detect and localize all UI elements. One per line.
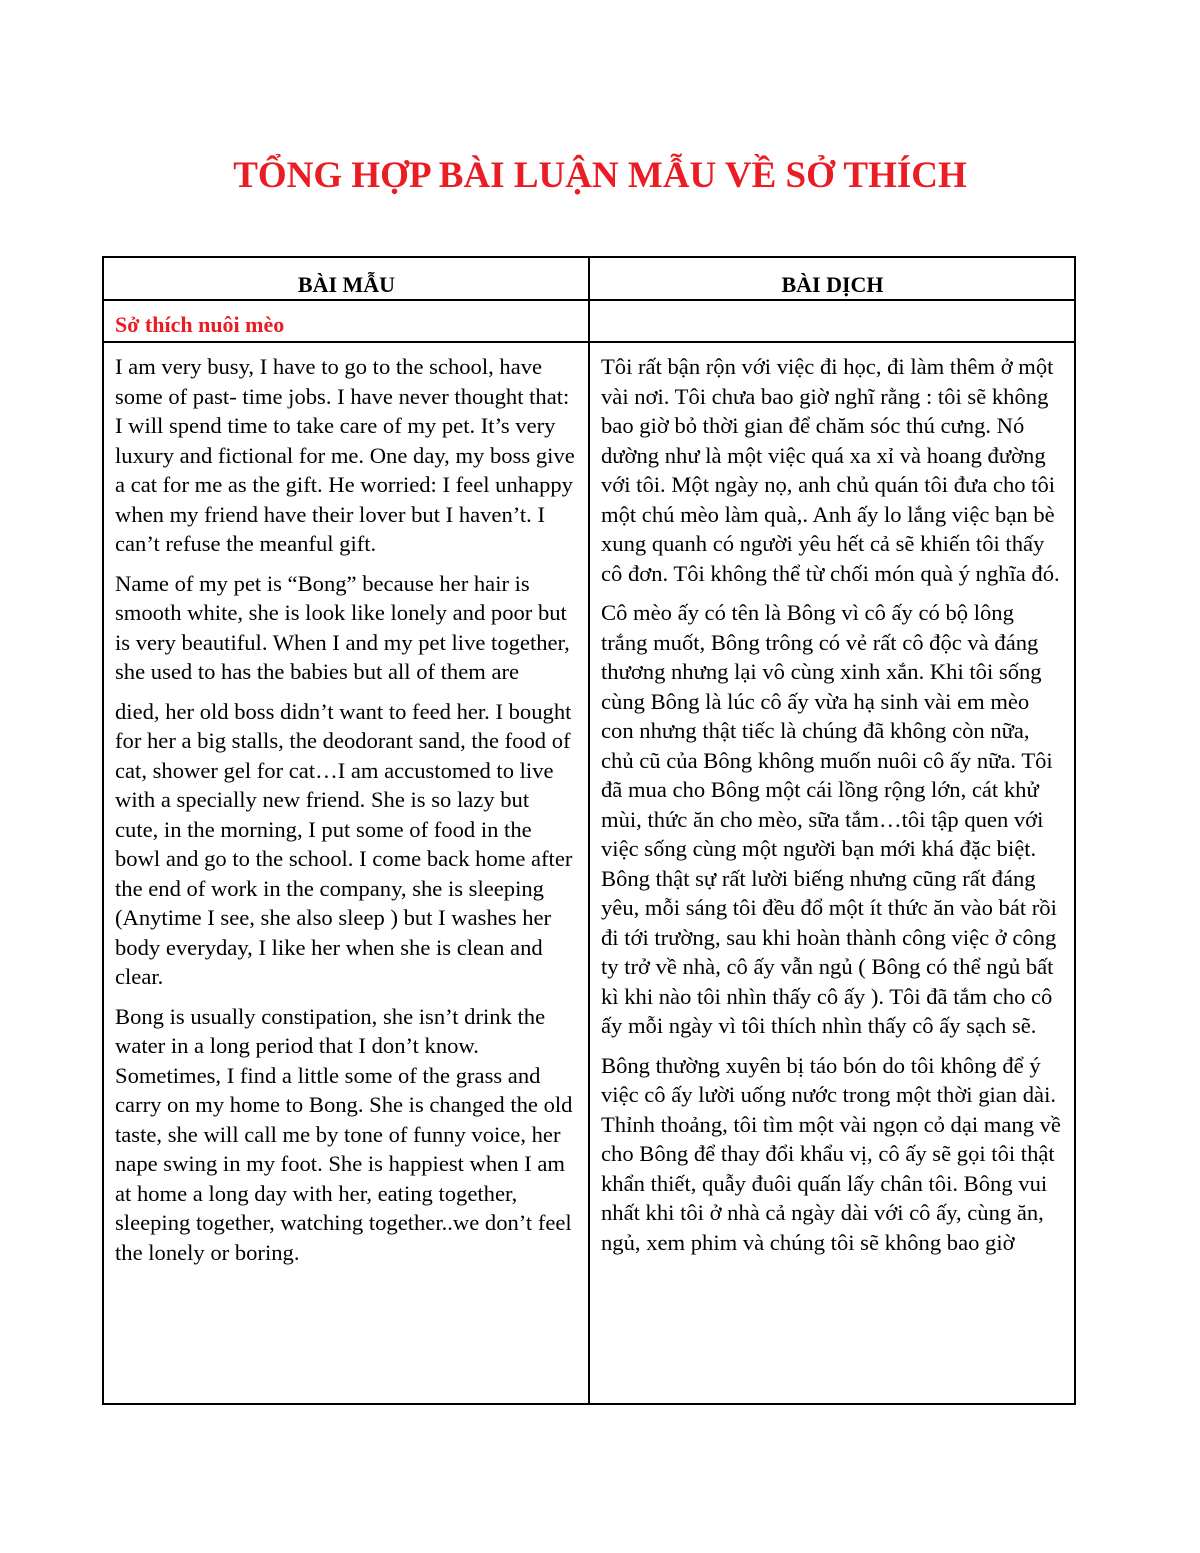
english-essay-cell <box>103 342 589 1404</box>
section-title-cell <box>103 300 589 342</box>
vietnamese-paragraph-3: Bông thường xuyên bị táo bón do tôi không để ý việc cô ấy lười uống nước trong một thời gian dài. Thỉnh thoảng, tôi tìm một vài ngọn cỏ dại mang về cho Bông để thay đổi khẩu vị, cô ấy sẽ gọi tôi thật khẩn thiết, quẫy đuôi quấn lấy chân tôi. Bông vui nhất khi tôi ở nhà cả ngày dài với cô ấy, cùng ăn, ngủ, xem phim và chúng tôi sẽ không bao giờ <box>601 1052 1061 1255</box>
header-sample: BÀI MẪU <box>103 257 589 300</box>
vietnamese-essay-cell <box>589 342 1075 1404</box>
english-paragraph-1: I am very busy, I have to go to the school, have some of past- time jobs. I have never thought that: I will spend time to take care of my pet. It’s very luxury and fictional for me. One day, my boss give a cat for me as the gift. He worried: I feel unhappy when my friend have their lover but I haven’t. I can’t refuse the meanful gift. <box>115 354 575 556</box>
section-title-row <box>103 300 1075 342</box>
essay-body-row <box>103 342 1075 1404</box>
essay-table <box>102 256 1076 1405</box>
table-header-row <box>103 257 1075 300</box>
english-paragraph-3: died, her old boss didn’t want to feed her. I bought for her a big stalls, the deodorant sand, the food of cat, shower gel for cat…I am accustomed to live with a specially new friend. She is so lazy but cute, in the morning, I put some of food in the bowl and go to the school. I come back home after the end of work in the company, she is sleeping (Anytime I see, she also sleep ) but I washes her body everyday, I like her when she is clean and clear. <box>115 698 573 989</box>
english-paragraph-2: Name of my pet is “Bong” because her hair is smooth white, she is look like lonely and poor but is very beautiful. When I and my pet live together, she used to has the babies but all of them are <box>115 570 570 684</box>
vietnamese-paragraph-2: Cô mèo ấy có tên là Bông vì cô ấy có bộ lông trắng muốt, Bông trông có vẻ rất cô độc và đáng thương nhưng lại vô cùng xinh xắn. Khi tôi sống cùng Bông là lúc cô ấy vừa hạ sinh vài em mèo con nhưng thật tiếc là chúng đã không còn nữa, chủ cũ của Bông không muốn nuôi cô ấy nữa. Tôi đã mua cho Bông một cái lồng rộng lớn, cát khử mùi, thức ăn cho mèo, sữa tắm…tôi tập quen với việc sống cùng một người bạn mới khá đặc biệt. Bông thật sự rất lười biếng nhưng cũng rất đáng yêu, mỗi sáng tôi đều đổ một ít thức ăn vào bát rồi đi tới trường, sau khi hoàn thành công việc ở công ty trở về nhà, cô ấy vẫn ngủ ( Bông có thể ngủ bất kì khi nào tôi nhìn thấy cô ấy ). Tôi đã tắm cho cô ấy mỗi ngày vì tôi thích nhìn thấy cô ấy sạch sẽ. <box>601 600 1057 1038</box>
document-title: TỔNG HỢP BÀI LUẬN MẪU VỀ SỞ THÍCH <box>233 155 967 196</box>
section-title: Sở thích nuôi mèo <box>115 312 285 337</box>
english-paragraph-4: Bong is usually constipation, she isn’t drink the water in a long period that I don’t know. Sometimes, I find a little some of the grass and carry on my home to Bong. She is changed the old taste, she will call me by tone of funny voice, her nape swing in my foot. She is happiest when I am at home a long day with her, eating together, sleeping together, watching together..we don’t feel the lonely or boring. <box>115 1003 573 1265</box>
empty-cell <box>589 300 1075 342</box>
vietnamese-paragraph-1: Tôi rất bận rộn với việc đi học, đi làm thêm ở một vài nơi. Tôi chưa bao giờ nghĩ rằng : tôi sẽ không bao giờ bỏ thời gian để chăm sóc thú cưng. Nó dường như là một việc quá xa xỉ và hoang đường với tôi. Một ngày nọ, anh chủ quán tôi đưa cho tôi một chú mèo làm quà,. Anh ấy lo lắng việc bạn bè xung quanh có người yêu hết cả sẽ khiến tôi thấy cô đơn. Tôi không thể từ chối món quà ý nghĩa đó. <box>601 354 1060 586</box>
header-translation: BÀI DỊCH <box>589 257 1075 300</box>
